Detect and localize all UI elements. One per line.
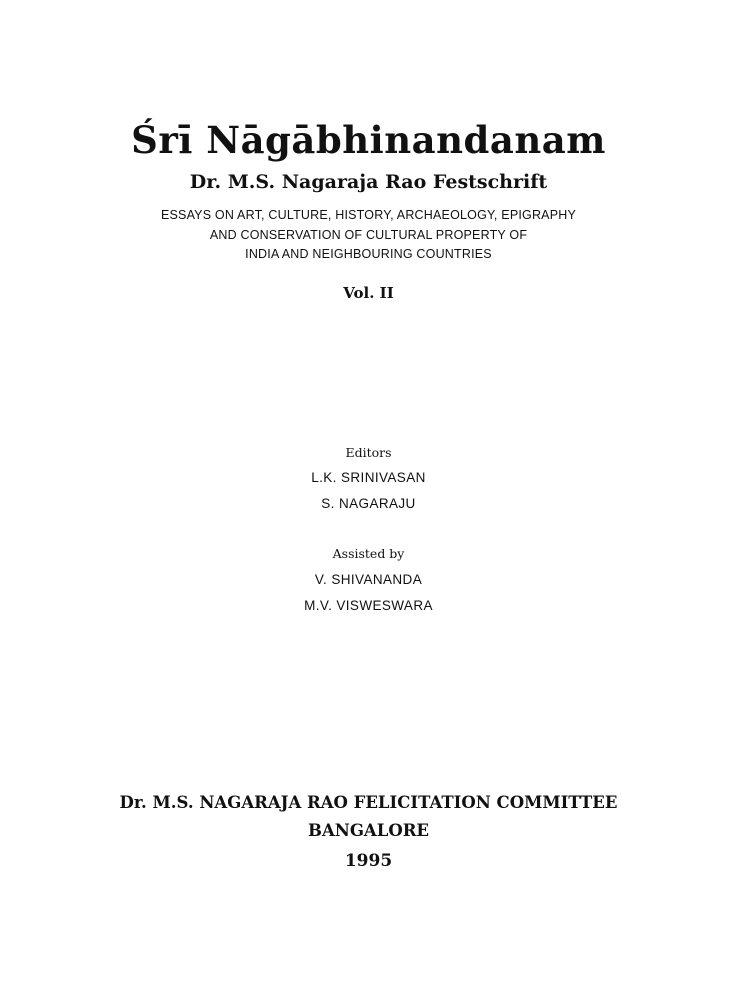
assisted-heading: Assisted by (332, 546, 405, 561)
book-title: Śrī Nāgābhinandanam (131, 118, 606, 162)
description-line: INDIA AND NEIGHBOURING COUNTRIES (245, 247, 492, 261)
book-subtitle: Dr. M.S. Nagaraja Rao Festschrift (189, 171, 548, 193)
editor-name: S. NAGARAJU (321, 496, 416, 511)
editors-heading: Editors (345, 445, 392, 460)
publisher-name: Dr. M.S. NAGARAJA RAO FELICITATION COMMITTEE (119, 793, 618, 812)
description-line: ESSAYS ON ART, CULTURE, HISTORY, ARCHAEOLOGY, EPIGRAPHY (160, 208, 577, 222)
editor-name: L.K. SRINIVASAN (311, 470, 426, 485)
assistant-name: V. SHIVANANDA (314, 572, 423, 587)
assistant-name: M.V. VISWESWARA (304, 598, 433, 613)
volume-label: Vol. II (343, 284, 394, 302)
book-description (0, 206, 737, 265)
publication-year: 1995 (344, 851, 393, 871)
publisher-city: BANGALORE (308, 821, 429, 840)
description-line: AND CONSERVATION OF CULTURAL PROPERTY OF (209, 227, 528, 242)
